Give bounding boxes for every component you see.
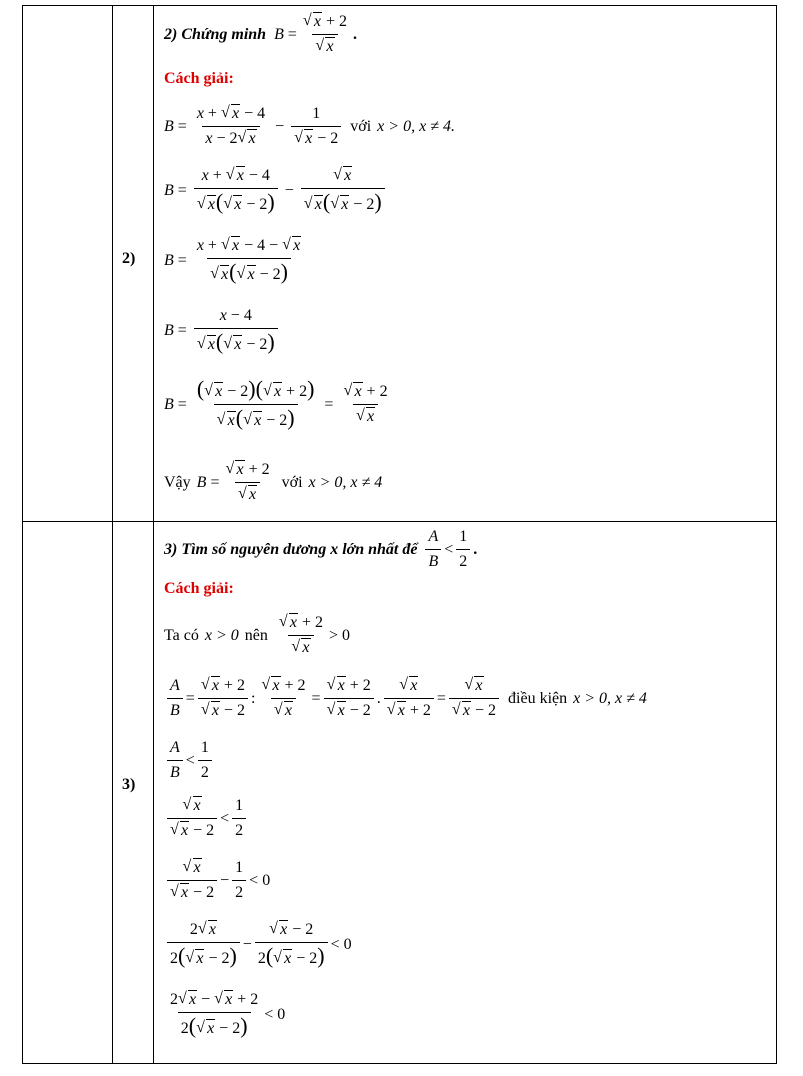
line1-condition: x > 0 <box>204 626 239 644</box>
table-border-left <box>22 5 23 1064</box>
equation-step-5: B = (√ x − 2)(√ x + 2) √ x(√ x − 2) = √ x + 2 √ x <box>164 378 394 431</box>
equation-step-4: B = x − 4 √ x(√ x − 2) <box>164 306 281 355</box>
task3-title-text: 3) Tìm số nguyên dương x lớn nhất để <box>164 540 418 558</box>
condition-word: với <box>350 117 372 135</box>
equation-step-2: B = x + √ x − 4 √ x(√ x − 2) − √ x √ x(√ x − 2) <box>164 166 388 215</box>
equation-step-1: B = $\frac{x + √ x - 4}{x - 2√ x}$ − 1 √ x − 2 với x > 0, x ≠ 4. <box>164 104 455 149</box>
table-border-top <box>22 5 777 6</box>
condition-3: x > 0, x ≠ 4 <box>573 689 647 707</box>
table-border-bottom <box>22 1063 777 1064</box>
step3-7: $\frac{2√ x - √ x + 2}{2(√ x - 2)}$ < 0 <box>164 990 285 1039</box>
conclusion-word: Vậy <box>164 473 191 491</box>
step3-3: $\frac{A}{B}$ < $\frac{1}{2}$ <box>164 738 215 783</box>
condition-word-3: điều kiện <box>508 689 568 707</box>
ta-co: Ta có <box>164 626 199 644</box>
row-label-2: 2) <box>122 250 136 267</box>
step3-1: Ta có x > 0 nên √ x + 2 √ x > 0 <box>164 613 350 658</box>
table-border-right <box>776 5 777 1064</box>
row-label-3: 3) <box>122 776 136 793</box>
condition: x > 0, x ≠ 4. <box>377 117 455 135</box>
step3-6: $\frac{2√ x}{2(√ x - 2)}$ − √ $\frac{x - 2}{2(√ x - 2)}$ < 0 <box>164 920 352 969</box>
equation-step-3: B = x + √ x − 4 − √ x √ x(√ x − 2) <box>164 236 307 285</box>
line1-mid: nên <box>244 626 268 644</box>
task-title-text: 2) Chứng minh <box>164 25 267 43</box>
task-title: 2) Chứng minh B = √ x + 2 √ x . <box>164 12 357 57</box>
row-separator <box>22 521 777 522</box>
task3-title: 3) Tìm số nguyên dương x lớn nhất để $\frac{A}{B}$ < $\frac{1}{2}$ . <box>164 528 478 570</box>
step3-2: $\frac{A}{B}$ = √ x + 2 √ x − 2 : √ x + 2 √ x = √ x + 2 √ x − 2 . √ x √ x + 2 = √ x √ x − 2 điều kiện x > 0, x ≠ 4 <box>164 676 647 721</box>
solution-heading: Cách giải: <box>164 70 234 87</box>
step3-5: √ x √ x − 2 − $\frac{1}{2}$ < 0 <box>164 858 270 903</box>
solution-heading-3: Cách giải: <box>164 580 234 597</box>
table-divider-2 <box>153 5 154 1064</box>
step3-4: √ x √ x − 2 < $\frac{1}{2}$ <box>164 796 249 841</box>
table-divider-1 <box>112 5 113 1064</box>
conclusion-condition: x > 0, x ≠ 4 <box>308 473 383 491</box>
conclusion: Vậy B = √ x + 2 √ x với x > 0, x ≠ 4 <box>164 460 382 505</box>
